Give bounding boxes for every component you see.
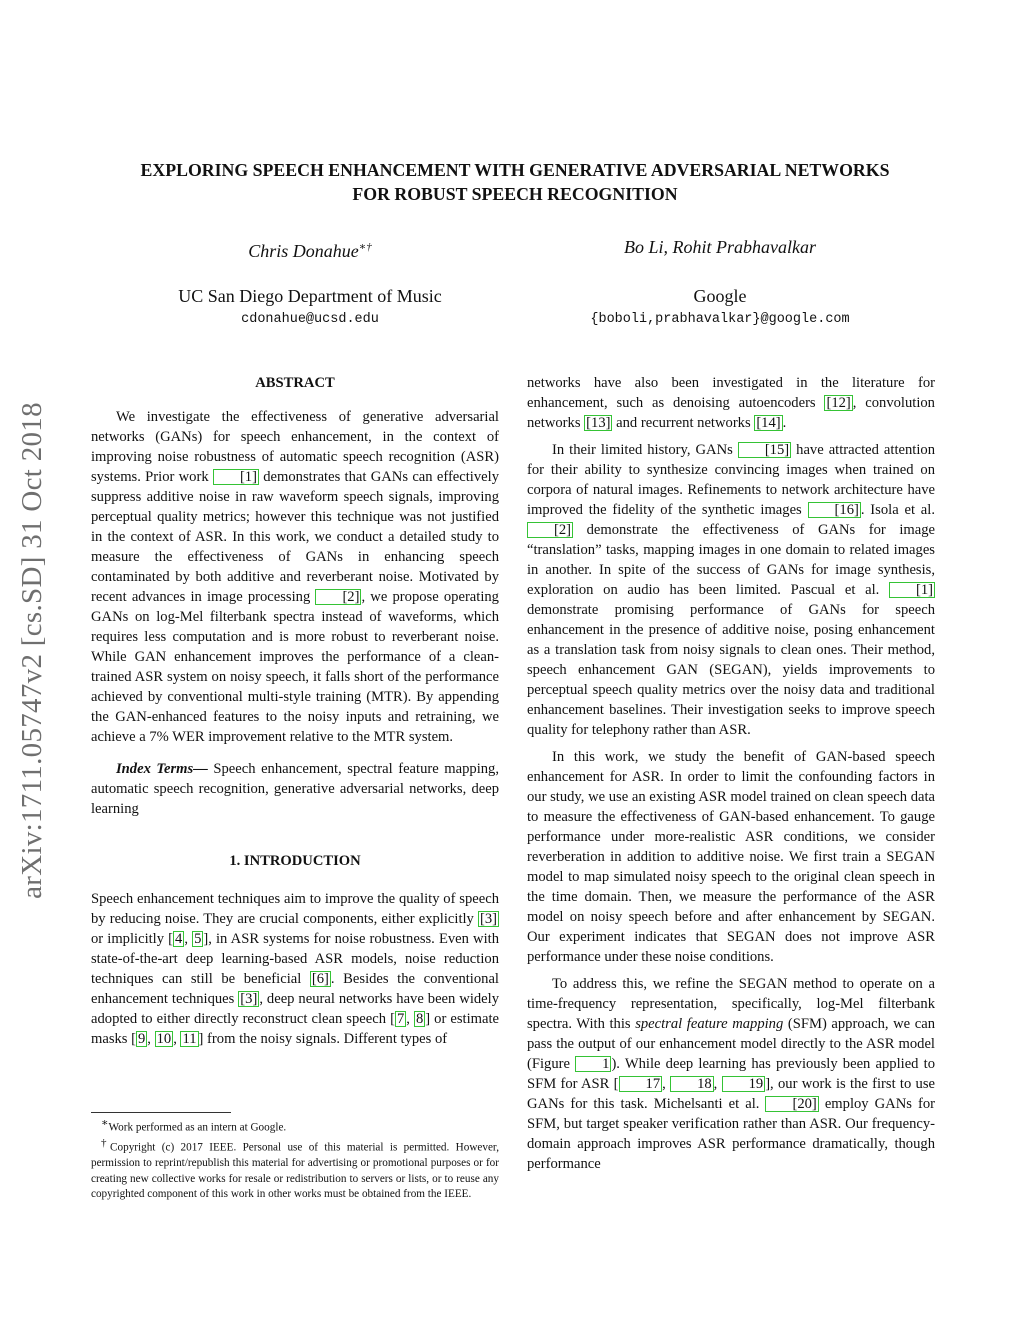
- citation-link[interactable]: [1]: [889, 582, 935, 598]
- title-line-2: FOR ROBUST SPEECH RECOGNITION: [352, 184, 678, 204]
- author-footnote-marks: ∗†: [358, 241, 372, 253]
- arxiv-id: arXiv:1711.05747v2 [cs.SD] 31 Oct 2018: [15, 401, 48, 899]
- author-email: {boboli,prabhavalkar}@google.com: [590, 312, 850, 327]
- abstract-heading: ABSTRACT: [255, 375, 335, 391]
- paragraph: networks have also been investigated in the literature for enhancement, such as denoising autoencoders [12] , convolution networks [13] and recurrent networks [14] .: [527, 375, 935, 431]
- citation-link[interactable]: [2]: [527, 522, 573, 538]
- citation-link[interactable]: [2]: [315, 589, 361, 605]
- abstract-text: We investigate the effectiveness of generative adversarial networks (GANs) for speech enhancement, in the context of improving noise robustness of automatic speech recognition (ASR) systems. Prior work [1] demonstrates that GANs can effectively suppress additive noise in raw waveform speech signals, improving perceptual quality metrics; however this technique was not justified in the context of ASR. In this work, we conduct a detailed study to measure the effectiveness of GANs in enhancing speech contaminated by both additive and reverberant noise. Motivated by recent advances in image processing [2] , we propose operating GANs on log-Mel filterbank spectra instead of waveforms, which requires less computation and is more robust to reverberant noise. While GAN enhancement improves the performance of a clean-trained ASR system on noisy speech, it falls short of the performance achieved by conventional multi-style training (MTR). By appending the GAN-enhanced features to the noisy inputs and retraining, we achieve a 7% WER improvement relative to the MTR system.: [91, 409, 499, 745]
- citation-link[interactable]: [16]: [808, 502, 861, 518]
- citation-link[interactable]: 8: [415, 1011, 424, 1027]
- author-email: cdonahue@ucsd.edu: [241, 312, 379, 327]
- citation-link[interactable]: 11: [182, 1031, 197, 1047]
- author-block-left: [110, 234, 510, 327]
- citation-link[interactable]: 9: [138, 1031, 146, 1047]
- citation-link[interactable]: 4: [175, 931, 183, 947]
- right-column: [527, 373, 935, 1181]
- paragraph: In this work, we study the benefit of GAN-based speech enhancement for ASR. In order to limit the confounding factors in our study, we use an existing ASR model trained on clean speech data to measure the effectiveness of GAN-based enhancement. To gauge performance under more-realistic ASR conditions, we consider reverberation in addition to additive noise. We first train a SEGAN model to map simulated noisy speech to the original clean speech in the time domain. Then, we measure the performance of the ASR model on noisy speech before and after enhancement by SEGAN. Our experiment indicates that SEGAN does not improve ASR performance under these noise conditions.: [527, 749, 935, 965]
- citation-link[interactable]: [3]: [479, 911, 497, 927]
- citation-link[interactable]: [20]: [765, 1096, 818, 1112]
- footnote-rule: [91, 1112, 231, 1113]
- citation-link[interactable]: [15]: [738, 442, 791, 458]
- citation-link[interactable]: [3]: [240, 991, 258, 1007]
- introduction-text: Speech enhancement techniques aim to improve the quality of speech by reducing noise. They are crucial components, either explicitly [3] or implicitly [ 4 , 5 ], in ASR systems for noise robustness. Even with state-of-the-art deep learning-based ASR models, noise reduction techniques can still be beneficial [6] . Besides the conventional enhancement techniques [3] , deep neural networks have been widely adopted to either directly reconstruct clean speech [ 7 , 8 ] or estimate masks [ 9 , 10 , 11 ] from the noisy signals. Different types of: [91, 891, 500, 1047]
- figure-link[interactable]: 1: [575, 1056, 611, 1072]
- title-line-1: EXPLORING SPEECH ENHANCEMENT WITH GENERATIVE ADVERSARIAL NETWORKS: [140, 160, 890, 180]
- citation-link[interactable]: [1]: [213, 469, 259, 485]
- citation-link[interactable]: [14]: [756, 415, 781, 431]
- citation-link[interactable]: [6]: [311, 971, 329, 987]
- citation-link[interactable]: 17: [619, 1076, 663, 1092]
- citation-link[interactable]: 19: [722, 1076, 766, 1092]
- citation-link[interactable]: 10: [156, 1031, 172, 1047]
- author-name: Bo Li, Rohit Prabhavalkar: [624, 237, 816, 257]
- footnote-2: †Copyright (c) 2017 IEEE. Personal use of this material is permitted. However, permission to reprint/republish this material for advertising or promotional purposes or for creating new collective works for resale or redistribution to servers or lists, or to reuse any copyrighted component of this work in other works must be obtained from the IEEE.: [91, 1137, 499, 1201]
- author-affiliation: Google: [693, 286, 747, 306]
- author-name: Chris Donahue∗†: [248, 241, 372, 261]
- left-column: [91, 373, 499, 1056]
- arxiv-sidebar-stamp: [12, 350, 52, 950]
- footnotes: [91, 1112, 499, 1203]
- citation-link[interactable]: [12]: [826, 395, 851, 411]
- footnote-1: ∗Work performed as an intern at Google.: [101, 1117, 287, 1134]
- citation-link[interactable]: [13]: [586, 415, 611, 431]
- index-terms: Index Terms— Speech enhancement, spectral feature mapping, automatic speech recognition, generative adversarial networks, deep learning: [91, 761, 499, 817]
- author-block-right: [520, 234, 920, 327]
- paragraph: To address this, we refine the SEGAN method to operate on a time-frequency representation, specifically, log-Mel filterbank spectra. With this spectral feature mapping (SFM) approach, we can pass the output of our enhancement model directly to the ASR model (Figure 1 ). While deep learning has previously been applied to SFM for ASR [ 17 , 18 , 19 ], our work is the first to use GANs for this task. Michelsanti et al. [20] employ GANs for SFM, but target speaker verification rather than ASR. Our frequency-domain approach improves ASR performance dramatically, though performance: [527, 976, 936, 1172]
- citation-link[interactable]: 5: [194, 931, 202, 947]
- paragraph: In their limited history, GANs [15] have attracted attention for their ability to synthesize convincing images when trained on corpora of natural images. Refinements to network architecture have improved the fidelity of the synthetic images [16] . Isola et al. [2] demonstrate the effectiveness of GANs for image “translation” tasks, mapping images in one domain to related images in another. In spite of the success of GANs for image synthesis, exploration on audio has been limited. Pascual et al. [1] demonstrate promising performance of GANs for speech enhancement in the presence of additive noise, posing enhancement as a translation task from noisy signals to clean ones. Their method, speech enhancement GAN (SEGAN), yields improvements to perceptual speech quality metrics over the noisy data and traditional enhancement baselines. Their investigation seeks to improve speech quality for telephony rather than ASR.: [527, 442, 935, 738]
- author-affiliation: UC San Diego Department of Music: [178, 286, 442, 306]
- paper-title: [80, 158, 950, 206]
- introduction-heading: 1. INTRODUCTION: [229, 853, 361, 869]
- citation-link[interactable]: 7: [396, 1011, 405, 1027]
- citation-link[interactable]: 18: [670, 1076, 714, 1092]
